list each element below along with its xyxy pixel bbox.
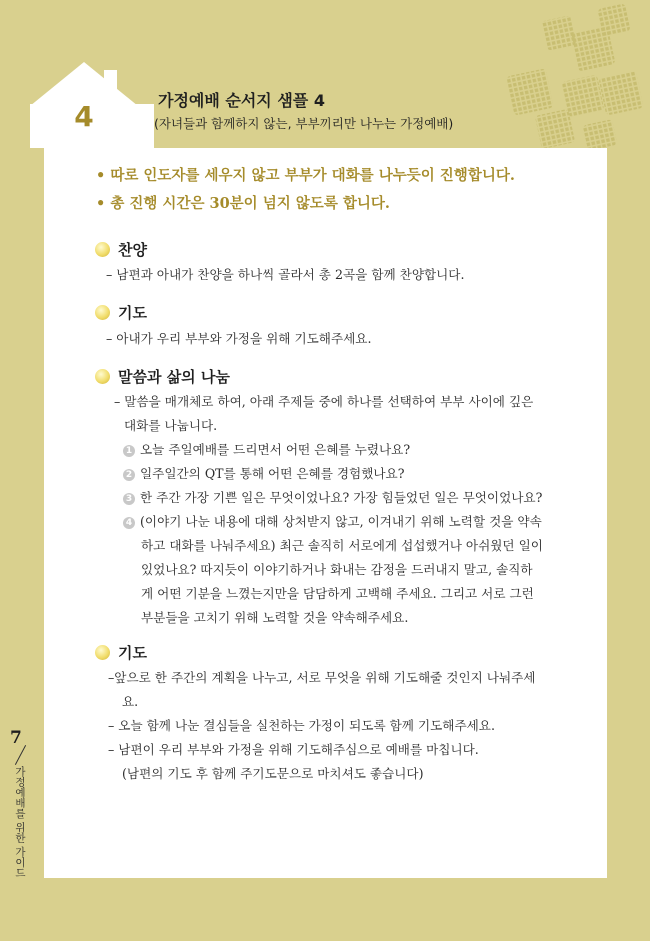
numbered-item	[123, 487, 542, 506]
page-subtitle: (자녀들과 함께하지 않는, 부부끼리만 나누는 가정예배)	[154, 116, 454, 131]
bullet-icon	[95, 305, 110, 320]
section-heading-word-sharing	[95, 366, 230, 387]
guide-label: 가정예배를 위한 가이드	[14, 766, 26, 878]
bullet-icon	[95, 369, 110, 384]
section-heading-label: 기도	[118, 644, 147, 662]
number-4-icon: 4	[123, 517, 135, 529]
item-text: 부분들을 고치기 위해 노력할 것을 약속해주세요.	[141, 610, 409, 625]
body-line: – 남편이 우리 부부와 가정을 위해 기도해주심으로 예배를 마칩니다.	[108, 742, 479, 757]
body-line: 요.	[122, 694, 139, 709]
item-text: 있었나요? 따지듯이 이야기하거나 화내는 감정을 드러내지 말고, 솔직하	[141, 562, 533, 577]
page-number: 7	[10, 728, 22, 748]
intro-line: • 따로 인도자를 세우지 않고 부부가 대화를 나누듯이 진행합니다.	[96, 167, 515, 184]
numbered-item	[123, 511, 542, 530]
page-title: 가정예배 순서지 샘플 4	[158, 91, 325, 110]
number-3-icon: 3	[123, 493, 135, 505]
section-heading-label: 기도	[118, 304, 147, 322]
section-number: 4	[74, 100, 94, 133]
intro-line: • 총 진행 시간은 30분이 넘지 않도록 합니다.	[96, 195, 390, 212]
item-text: 일주일간의 QT를 통해 어떤 은혜를 경험했나요?	[140, 466, 405, 481]
body-line: –앞으로 한 주간의 계획을 나누고, 서로 무엇을 위해 기도해줄 것인지 나눠주세	[108, 670, 536, 685]
body-line: – 아내가 우리 부부와 가정을 위해 기도해주세요.	[106, 331, 372, 346]
body-line: – 말씀을 매개체로 하여, 아래 주제들 중에 하나를 선택하여 부부 사이에 깊은	[114, 394, 534, 409]
section-heading-closing-prayer	[95, 642, 147, 663]
body-line: – 오늘 함께 나눈 결심들을 실천하는 가정이 되도록 함께 기도해주세요.	[108, 718, 495, 733]
item-text: 게 어떤 기분을 느꼈는지만을 담담하게 고백해 주세요. 그리고 서로 그런	[141, 586, 534, 601]
body-line: (남편의 기도 후 함께 주기도문으로 마치셔도 좋습니다)	[122, 766, 424, 781]
page-number-divider	[15, 745, 26, 765]
item-text: 오늘 주일예배를 드리면서 어떤 은혜를 누렸나요?	[140, 442, 411, 457]
content-card	[44, 148, 607, 878]
item-text: 하고 대화를 나눠주세요) 최근 솔직히 서로에게 섭섭했거나 아쉬웠던 일이	[141, 538, 543, 553]
section-heading-praise	[95, 239, 147, 260]
section-heading-label: 말씀과 삶의 나눔	[118, 368, 230, 386]
bullet-icon	[95, 645, 110, 660]
numbered-item	[123, 439, 410, 458]
number-1-icon: 1	[123, 445, 135, 457]
section-heading-label: 찬양	[118, 241, 147, 259]
section-heading-prayer	[95, 302, 147, 323]
item-text: (이야기 나눈 내용에 대해 상처받지 않고, 이겨내기 위해 노력할 것을 약속	[140, 514, 542, 529]
number-2-icon: 2	[123, 469, 135, 481]
item-text: 한 주간 가장 기쁜 일은 무엇이었나요? 가장 힘들었던 일은 무엇이었나요?	[140, 490, 543, 505]
bullet-icon	[95, 242, 110, 257]
numbered-item	[123, 463, 404, 482]
body-line: – 남편과 아내가 찬양을 하나씩 골라서 총 2곡을 함께 찬양합니다.	[106, 267, 465, 282]
body-line: 대화를 나눕니다.	[124, 418, 218, 433]
